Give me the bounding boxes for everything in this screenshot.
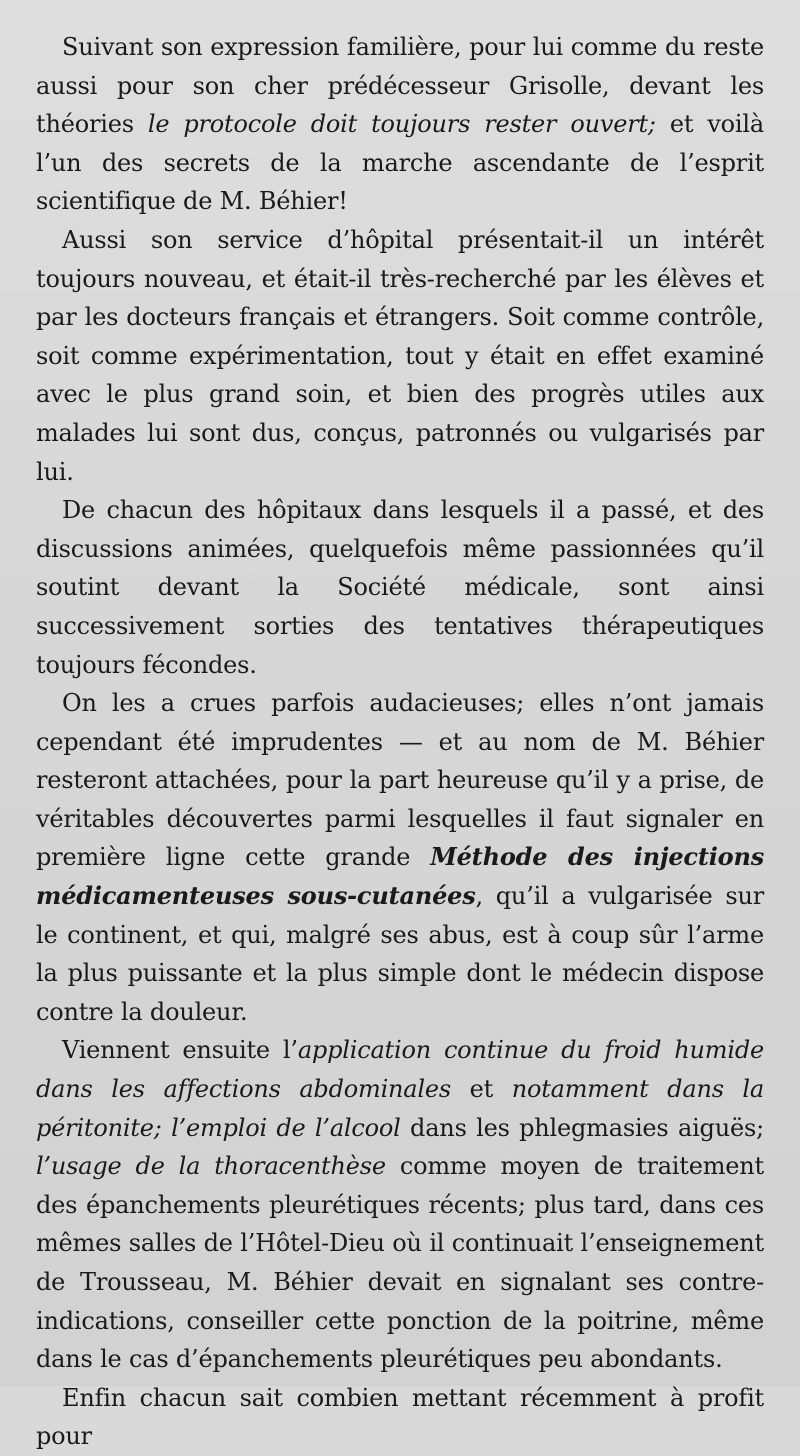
p5-italic-application: application continue du froid humide dans les affections abdominales <box>36 1036 765 1104</box>
p5-text-4: comme moyen de traitement des épanchements pleurétiques récents; plus tard, dans ces mêmes salles de l’Hôtel-Dieu où il continuait l’enseignement de Trousseau, M. Béhier devait en signalant ses contre-indications, conseiller cette ponction de la poitrine, même dans le cas d’épanchements pleurétiques peu abondants. <box>36 1152 764 1374</box>
body-text <box>36 28 764 1456</box>
p4-text-1: On les a crues parfois audacieuses; elles n’ont jamais cependant été imprudentes — et au nom de M. Béhier resteront attachées, pour la part heureuse qu’il y a prise, de véritables découvertes parmi lesquelles il faut signaler en première ligne cette grande <box>36 689 764 872</box>
p6-text-1: Enfin chacun sait combien mettant récemment à profit pour <box>36 1383 764 1451</box>
p5-text-1: Viennent ensuite l’ <box>62 1036 298 1065</box>
paragraph-3 <box>36 491 764 684</box>
p4-bolditalic-methode: Méthode des injections médicamenteuses sous-cutanées <box>36 842 765 911</box>
paragraph-6 <box>36 1379 764 1456</box>
p5-italic-peritonite: notamment dans la péritonite; l’emploi de l’alcool <box>36 1075 765 1142</box>
paragraph-5 <box>36 1031 764 1378</box>
paragraph-1 <box>36 28 764 221</box>
paragraph-4 <box>36 684 764 1031</box>
p5-text-3: dans les phlegmasies aiguës; <box>400 1113 764 1142</box>
p1-text-2: et voilà l’un des secrets de la marche ascendante de l’esprit scientifique de M. Béhier! <box>36 110 764 216</box>
p3-text-1: De chacun des hôpitaux dans lesquels il a passé, et des discussions animées, quelquefois même passionnées qu’il soutint devant la Société médicale, sont ainsi successivement sorties des tentatives thérapeutiques toujours fécondes. <box>36 496 764 679</box>
p5-text-2: et <box>451 1075 512 1104</box>
paragraph-2 <box>36 221 764 491</box>
p1-text-1: Suivant son expression familière, pour lui comme du reste aussi pour son cher prédécesseur Grisolle, devant les théories <box>36 33 764 139</box>
p5-italic-thoracenthese: l’usage de la thoracenthèse <box>36 1152 386 1181</box>
p4-text-2: , qu’il a vulgarisée sur le continent, et qui, malgré ses abus, est à coup sûr l’arme la plus puissante et la plus simple dont le médecin dispose contre la douleur. <box>36 882 765 1026</box>
p2-text-1: Aussi son service d’hôpital présentait-il un intérêt toujours nouveau, et était-il très-recherché par les élèves et par les docteurs français et étrangers. Soit comme contrôle, soit comme expérimentation, tout y était en effet examiné avec le plus grand soin, et bien des progrès utiles aux malades lui sont dus, conçus, patronnés ou vulgarisés par lui. <box>36 225 764 486</box>
p1-italic-protocole: le protocole doit toujours rester ouvert; <box>147 110 656 139</box>
